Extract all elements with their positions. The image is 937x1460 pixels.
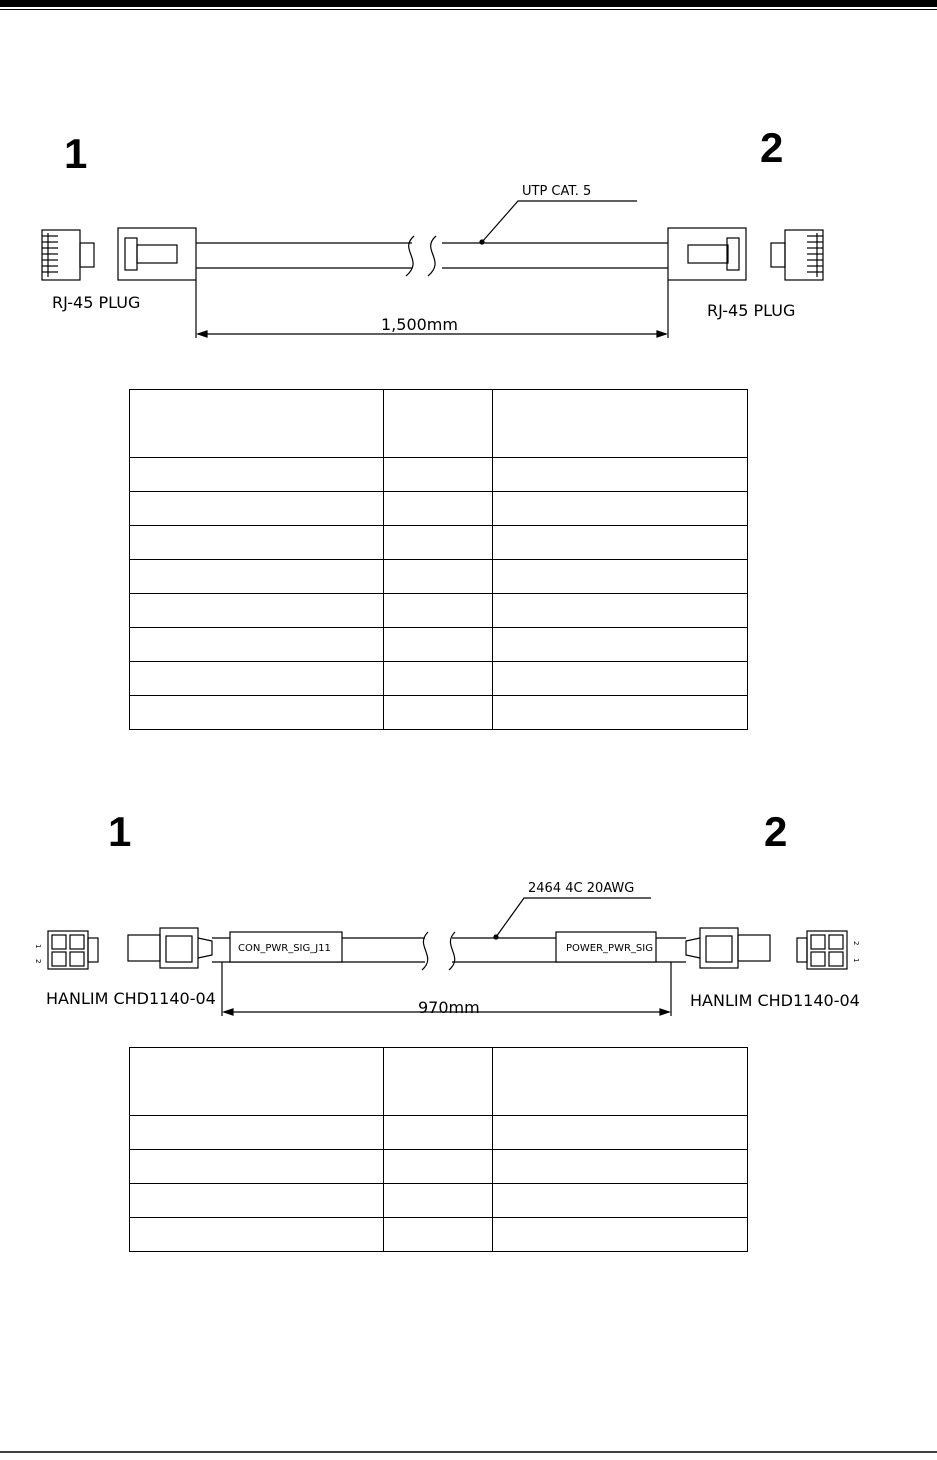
table-cell [493,1150,748,1184]
table-cell [130,458,384,492]
table-cell [493,696,748,730]
table-cell [493,390,748,458]
cable1-cable-label: UTP CAT. 5 [522,184,592,199]
table-cell [384,662,493,696]
table-cell [384,390,493,458]
table-cell [130,492,384,526]
table-cell [384,1150,493,1184]
table-cell [384,560,493,594]
svg-text:2: 2 [852,941,860,946]
cable1-break-mark [406,236,436,276]
cable1-end1-number: 1 [64,130,88,177]
table-row [130,1184,748,1218]
cable1-left-housing [118,228,196,280]
svg-text:1: 1 [34,944,42,949]
cable2-end1-number: 1 [108,808,132,855]
table-cell [493,1116,748,1150]
cable1-left-rj45-icon [42,230,94,280]
cable1-left-connector-label: RJ-45 PLUG [52,293,141,312]
table-cell [493,1184,748,1218]
table-cell [493,628,748,662]
cable2-left-receptacle-icon [48,931,98,969]
table-cell [493,594,748,628]
table-row [130,526,748,560]
table-row [130,1116,748,1150]
table-cell [130,1150,384,1184]
table-cell [493,526,748,560]
table-cell [384,696,493,730]
table-row [130,628,748,662]
cable2-left-connector-label: HANLIM CHD1140-04 [46,989,216,1008]
table-cell [384,1048,493,1116]
cable2-drawing [48,808,847,1016]
cable2-left-tag-label: CON_PWR_SIG_J11 [238,943,331,954]
table-cell [130,1218,384,1252]
cable2-right-receptacle-icon [797,931,847,969]
table-cell [130,1116,384,1150]
table-cell [130,628,384,662]
cable1-drawing [42,124,823,338]
cable1-pin-table [129,389,748,730]
table-cell [493,1048,748,1116]
table-row [130,1218,748,1252]
table-cell [130,390,384,458]
table-cell [384,628,493,662]
table-cell [384,526,493,560]
table-cell [384,594,493,628]
table-row [130,1150,748,1184]
table-row [130,458,748,492]
svg-text:2: 2 [34,959,42,964]
table-cell [493,662,748,696]
cable2-right-connector-label: HANLIM CHD1140-04 [690,991,860,1010]
table-cell [130,662,384,696]
cable2-left-housing [128,928,212,968]
svg-text:1: 1 [852,958,860,963]
cable1-right-connector-label: RJ-45 PLUG [707,301,796,320]
table-cell [130,1184,384,1218]
cable1-right-rj45-icon [771,230,823,280]
cable1-length-label: 1,500mm [381,315,458,334]
table-cell [130,1048,384,1116]
cable2-pin-table [129,1047,748,1252]
cable1-right-housing [668,228,746,280]
table-row [130,390,748,458]
cable2-cable-label: 2464 4C 20AWG [528,881,635,896]
cable2-end2-number: 2 [764,808,788,855]
table-row [130,662,748,696]
cable2-break-mark [422,932,455,970]
table-cell [384,1218,493,1252]
table-row [130,594,748,628]
table-cell [493,1218,748,1252]
cable1-end2-number: 2 [760,124,784,171]
header-rule [0,0,937,7]
cable2-leader-line [496,898,651,937]
table-row [130,1048,748,1116]
table-cell [130,594,384,628]
table-cell [130,526,384,560]
cable2-right-housing [686,928,770,968]
table-row [130,696,748,730]
table-row [130,492,748,526]
table-cell [493,560,748,594]
cable2-right-tag-label: POWER_PWR_SIG [566,943,653,954]
cable2-length-label: 970mm [418,998,480,1017]
table-cell [493,458,748,492]
cable2-pin-markings [34,941,860,963]
table-row [130,560,748,594]
table-cell [130,560,384,594]
table-cell [384,1184,493,1218]
table-cell [130,696,384,730]
table-cell [384,492,493,526]
table-cell [493,492,748,526]
cable1-leader-line [482,201,637,242]
table-cell [384,458,493,492]
table-cell [384,1116,493,1150]
